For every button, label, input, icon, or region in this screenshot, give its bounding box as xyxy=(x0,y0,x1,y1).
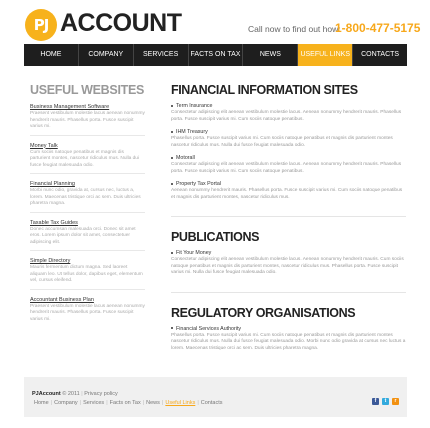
nav-item-useful-links[interactable]: USEFUL LINKS xyxy=(298,44,353,66)
entry-description: Phasellus porta. Fusce suscipit varius mi. Cum sociis natoque penatibus et magnis dis parturient montes nascetur ridiculus mus. Nulla dui fusce feugiat malesuada odio. xyxy=(171,136,393,148)
sidebar-title: USEFUL WEBSITES xyxy=(30,83,145,97)
footer-separator: | xyxy=(50,400,53,406)
section-title: PUBLICATIONS xyxy=(171,230,260,244)
call-to-action-text: Call now to find out how: xyxy=(248,24,341,34)
sidebar-item xyxy=(30,103,145,136)
entry-description: Consectetur adipiscing elit aenean vestibulum molestie lacus. Aenean nonummy hendrerit mauris. Phasellus porta. Fusce suscipit varius mi. Cum sociis natoque penatibus. xyxy=(171,110,402,122)
section-regulatory-organisations xyxy=(171,305,406,368)
entry-title: Term Insurance xyxy=(176,103,213,109)
footer-link-home[interactable]: Home xyxy=(34,400,49,406)
bullet-icon xyxy=(171,131,173,133)
bullet-icon xyxy=(171,105,173,107)
nav-item-facts-on-tax[interactable]: FACTS ON TAX xyxy=(189,44,244,66)
entry-link[interactable] xyxy=(171,154,406,162)
sidebar-link[interactable]: Taxable Tax Guides xyxy=(30,219,78,226)
nav-item-company[interactable]: COMPANY xyxy=(79,44,134,66)
entry xyxy=(171,180,406,201)
sidebar-link[interactable]: Simple Directory xyxy=(30,258,71,264)
entry xyxy=(171,325,406,353)
entry-title: Fit Your Money xyxy=(176,250,212,256)
sidebar-link[interactable]: Money Talk xyxy=(30,142,58,149)
entry-link[interactable] xyxy=(171,180,406,188)
entry-link[interactable] xyxy=(171,128,406,136)
sidebar-link[interactable]: Financial Planning xyxy=(30,181,75,187)
nav-item-home[interactable]: HOME xyxy=(24,44,79,66)
sidebar-description: Mauris fermentum dictum magna. Sed laoreet aliquam leo. Ut tellus dolor, dapibus eget, elementum vel, cursus eleifend. xyxy=(30,265,143,283)
section-publications xyxy=(171,229,406,293)
footer-nav xyxy=(32,400,224,406)
entry-title: Financial Services Authority xyxy=(176,325,242,332)
main-content xyxy=(171,82,406,379)
footer-separator: | xyxy=(106,400,108,406)
footer-separator: | xyxy=(142,400,145,406)
site-footer xyxy=(24,377,407,417)
section-financial-information-sites xyxy=(171,82,406,217)
entry xyxy=(171,154,406,175)
bullet-icon xyxy=(171,252,173,254)
entry-title: IHM Treasury xyxy=(176,129,208,135)
bullet-icon xyxy=(171,327,173,329)
footer-separator: | xyxy=(161,400,164,406)
footer-link-contacts[interactable]: Contacts xyxy=(200,400,223,406)
sidebar xyxy=(30,82,145,333)
entry-description: Phasellus porta. Fusce suscipit varius mi. Cum sociis natoque penatibus et magnis dis parturient montes nascetur ridiculus mus. Nulla dui fusce feugiat malesuada odio. Morbi nunc odio gravida at cursus nec luctus a lorem. Maecenas tristique orci ac sem. Duis ultricies pharetra magna. xyxy=(171,332,406,351)
sidebar-item xyxy=(30,219,145,252)
entry xyxy=(171,102,406,123)
entry-link[interactable] xyxy=(171,249,406,257)
sidebar-link[interactable]: Business Management Software xyxy=(30,104,110,110)
site-header xyxy=(0,0,430,44)
entry-link[interactable] xyxy=(171,102,406,110)
footer-separator: | xyxy=(197,400,199,406)
section-title: FINANCIAL INFORMATION SITES xyxy=(171,83,358,97)
entry-description: Consectetur adipiscing elit aenean vestibulum molestie lacus. Aenean nonummy hendrerit mauris. Phasellus porta. Fusce suscipit varius mi. Cum sociis natoque penatibus. xyxy=(171,162,402,174)
privacy-policy-link[interactable]: Privacy policy xyxy=(84,391,118,397)
logo-badge[interactable]: PJ xyxy=(25,9,57,41)
nav-item-services[interactable]: SERVICES xyxy=(134,44,189,66)
footer-copyright: © 2011 xyxy=(62,391,80,397)
entry xyxy=(171,249,406,277)
footer-link-services[interactable]: Services xyxy=(83,400,105,406)
sidebar-description: Praesent vestibulum molestie lacus aenean nonummy hendrerit mauris. Phasellus porta. Fusce suscipit varius mi. xyxy=(30,303,145,322)
entry-title: Property Tax Portal xyxy=(176,181,221,187)
main-nav xyxy=(24,44,407,66)
entry-description: Aenean nonummy hendrerit mauris. Phasellus porta. Fusce suscipit varius mi. Cum sociis natoque penatibus et magnis dis parturient montes, nascetur ridiculus mus. xyxy=(171,188,403,200)
entry-description: Consectetur adipiscing elit aenean vestibulum molestie lacus. Aenean nonummy hendrerit mauris. Cum sociis natoque penatibus et magnis dis parturient montes, nascetur ridiculus mus. Phasellus porta. Fusce suscipit varius mi. Nulla dui fusce feugiat malesuada odio. xyxy=(171,257,404,275)
footer-link-facts-on-tax[interactable]: Facts on Tax xyxy=(109,400,141,406)
nav-item-news[interactable]: NEWS xyxy=(243,44,298,66)
social-icons xyxy=(372,398,399,405)
footer-separator: | xyxy=(81,391,83,397)
sidebar-link[interactable]: Accountant Business Plan xyxy=(30,296,94,303)
facebook-icon[interactable]: f xyxy=(372,398,379,405)
sidebar-description: Donec accumsan malesuada orci. Donec sit amet eros. Lorem ipsum dolor sit amet, consectetuer adipiscing elit. xyxy=(30,226,136,245)
footer-copyright-line xyxy=(32,391,118,397)
sidebar-description: Morbi nunc odio, gravida at, cursus nec, luctus a, lorem. Maecenas tristique orci ac sem. Duis ultricies pharetra magna. xyxy=(30,188,141,206)
footer-brand: PJAccount xyxy=(32,391,61,397)
twitter-icon[interactable]: t xyxy=(382,398,389,405)
sidebar-description: Cum sociis natoque penatibus et magnis dis parturient montes, nascetur ridiculus mus. Nulla dui fusce feugiat malesuada odio. xyxy=(30,149,140,168)
sidebar-item xyxy=(30,257,145,290)
bullet-icon xyxy=(171,183,173,185)
footer-link-useful-links[interactable]: Useful Links xyxy=(165,400,196,406)
entry xyxy=(171,128,406,149)
footer-link-news[interactable]: News xyxy=(146,400,160,406)
sidebar-item xyxy=(30,296,145,328)
rss-icon[interactable]: r xyxy=(392,398,399,405)
footer-separator: | xyxy=(79,400,82,406)
footer-link-company[interactable]: Company xyxy=(54,400,78,406)
sidebar-description: Praesent vestibulum molestie lacus aenean nonummy hendrerit mauris. Phasellus porta. Fusce suscipit varius mi. xyxy=(30,111,145,129)
entry-link[interactable] xyxy=(171,325,406,333)
sidebar-item xyxy=(30,180,145,213)
nav-item-contacts[interactable]: CONTACTS xyxy=(361,51,400,58)
phone-number: 1-800-477-5175 xyxy=(335,21,421,35)
logo-text[interactable]: ACCOUNT xyxy=(60,9,182,37)
bullet-icon xyxy=(171,157,173,159)
section-title: REGULATORY ORGANISATIONS xyxy=(171,305,356,320)
sidebar-item xyxy=(30,142,145,175)
entry-title: Motorall xyxy=(176,155,195,161)
